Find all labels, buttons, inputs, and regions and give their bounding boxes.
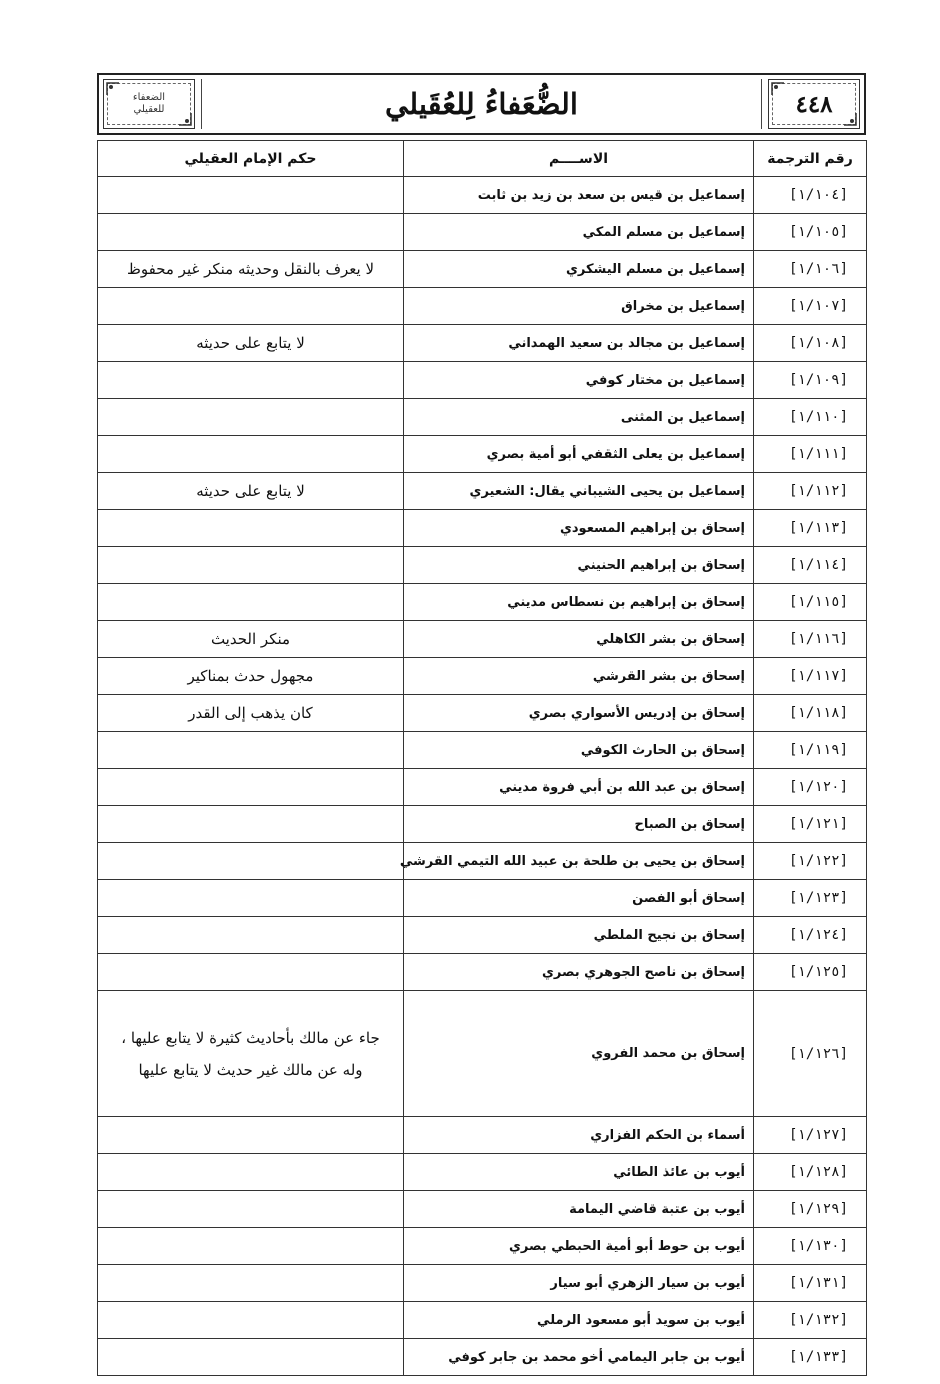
table-row: [98, 214, 867, 251]
entry-number: [١/١٠٨]: [754, 325, 867, 362]
entry-number: [١/١٢٩]: [754, 1191, 867, 1228]
aqili-judgment: [98, 806, 404, 843]
narrator-name: إسحاق بن إدريس الأسواري بصري: [404, 695, 754, 732]
table-header-row: [98, 141, 867, 177]
aqili-judgment: كان يذهب إلى القدر: [98, 695, 404, 732]
entry-number: [١/١٢٦]: [754, 991, 867, 1117]
entry-number: [١/١٢٠]: [754, 769, 867, 806]
narrator-name: إسحاق بن إبراهيم الحنيني: [404, 547, 754, 584]
entry-number: [١/١١٠]: [754, 399, 867, 436]
table-row: [98, 732, 867, 769]
column-header-number: رقم الترجمة: [754, 141, 867, 177]
table-body: [98, 177, 867, 1376]
aqili-judgment: [98, 547, 404, 584]
table-row: [98, 1117, 867, 1154]
aqili-judgment: [98, 177, 404, 214]
narrator-name: إسحاق بن الحارث الكوفي: [404, 732, 754, 769]
entry-number: [١/١٢٨]: [754, 1154, 867, 1191]
table-row: [98, 177, 867, 214]
table-row: [98, 584, 867, 621]
entry-number: [١/١٠٤]: [754, 177, 867, 214]
entry-number: [١/١٢٤]: [754, 917, 867, 954]
narrator-name: إسحاق بن بشر الكاهلي: [404, 621, 754, 658]
aqili-judgment: لا يعرف بالنقل وحديثه منكر غير محفوظ: [98, 251, 404, 288]
narrator-name: إسحاق بن محمد الفروي: [404, 991, 754, 1117]
aqili-judgment: مجهول حدث بمناكير: [98, 658, 404, 695]
table-row: [98, 362, 867, 399]
aqili-judgment: [98, 1302, 404, 1339]
book-seal: [133, 92, 165, 116]
title-panel: [201, 79, 762, 129]
narrator-name: إسماعيل بن مخراق: [404, 288, 754, 325]
entry-number: [١/١٣١]: [754, 1265, 867, 1302]
entry-number: [١/١٢٢]: [754, 843, 867, 880]
entry-number: [١/١٠٧]: [754, 288, 867, 325]
narrator-name: إسماعيل بن يعلى الثقفي أبو أمية بصري: [404, 436, 754, 473]
narrator-name: إسماعيل بن مسلم اليشكري: [404, 251, 754, 288]
entry-number: [١/١١٣]: [754, 510, 867, 547]
entry-number: [١/١١٩]: [754, 732, 867, 769]
narrator-name: أيوب بن سيار الزهري أبو سيار: [404, 1265, 754, 1302]
aqili-judgment: [98, 1265, 404, 1302]
entry-number: [١/١١١]: [754, 436, 867, 473]
narrator-name: إسحاق أبو الفصن: [404, 880, 754, 917]
page-header: [97, 73, 866, 135]
aqili-judgment: جاء عن مالك بأحاديث كثيرة لا يتابع عليها ، وله عن مالك غير حديث لا يتابع عليها: [98, 991, 404, 1117]
entry-number: [١/١٠٥]: [754, 214, 867, 251]
aqili-judgment: [98, 584, 404, 621]
seal-line-2: للعقيلي: [133, 104, 165, 115]
narrator-name: إسماعيل بن مسلم المكي: [404, 214, 754, 251]
table-row: [98, 473, 867, 510]
aqili-judgment: لا يتابع على حديثه: [98, 473, 404, 510]
table-row: [98, 806, 867, 843]
entry-number: [١/١٠٩]: [754, 362, 867, 399]
entry-number: [١/١١٨]: [754, 695, 867, 732]
entry-number: [١/١٣٢]: [754, 1302, 867, 1339]
table-row: [98, 1228, 867, 1265]
table-row: [98, 1339, 867, 1376]
narrator-name: إسحاق بن نجيح الملطي: [404, 917, 754, 954]
entry-number: [١/١١٤]: [754, 547, 867, 584]
table-row: [98, 621, 867, 658]
aqili-judgment: لا يتابع على حديثه: [98, 325, 404, 362]
aqili-judgment: [98, 510, 404, 547]
aqili-judgment: [98, 954, 404, 991]
narrator-name: إسحاق بن ناصح الجوهري بصري: [404, 954, 754, 991]
aqili-judgment: [98, 436, 404, 473]
entry-number: [١/١٢٥]: [754, 954, 867, 991]
table-row: [98, 288, 867, 325]
narrator-name: إسحاق بن إبراهيم المسعودي: [404, 510, 754, 547]
aqili-judgment: [98, 880, 404, 917]
table-row: [98, 917, 867, 954]
narrator-name: إسماعيل بن يحيى الشيباني يقال: الشعيري: [404, 473, 754, 510]
aqili-judgment: [98, 1117, 404, 1154]
aqili-judgment: [98, 732, 404, 769]
table-row: [98, 1191, 867, 1228]
table-row: [98, 954, 867, 991]
entry-number: [١/١٢٧]: [754, 1117, 867, 1154]
book-seal-ornament: [103, 79, 195, 129]
narrator-name: إسحاق بن الصباح: [404, 806, 754, 843]
column-header-judgment: حكم الإمام العقيلي: [98, 141, 404, 177]
narrator-name: أسماء بن الحكم الفزاري: [404, 1117, 754, 1154]
table-row: [98, 1265, 867, 1302]
narrator-name: إسماعيل بن قيس بن سعد بن زيد بن ثابت: [404, 177, 754, 214]
narrator-name: إسماعيل بن مختار كوفي: [404, 362, 754, 399]
aqili-judgment: [98, 843, 404, 880]
aqili-judgment: [98, 399, 404, 436]
narrator-name: إسحاق بن عبد الله بن أبي فروة مديني: [404, 769, 754, 806]
entry-number: [١/١١٢]: [754, 473, 867, 510]
aqili-judgment: [98, 769, 404, 806]
table-row: [98, 399, 867, 436]
narrator-name: أيوب بن حوط أبو أمية الحبطي بصري: [404, 1228, 754, 1265]
narrator-name: إسحاق بن بشر القرشي: [404, 658, 754, 695]
table-row: [98, 547, 867, 584]
aqili-judgment: [98, 1339, 404, 1376]
entry-number: [١/١١٧]: [754, 658, 867, 695]
book-title: الضُّعَفاءُ لِلعُقَيلي: [385, 87, 578, 121]
entry-number: [١/١٠٦]: [754, 251, 867, 288]
narrator-name: إسماعيل بن مجالد بن سعيد الهمداني: [404, 325, 754, 362]
table-row: [98, 843, 867, 880]
table-row: [98, 436, 867, 473]
aqili-judgment: [98, 362, 404, 399]
entry-number: [١/١١٥]: [754, 584, 867, 621]
narrator-name: أيوب بن سويد أبو مسعود الرملي: [404, 1302, 754, 1339]
page-number-ornament: [768, 79, 860, 129]
narrator-name: إسحاق بن يحيى بن طلحة بن عبيد الله التيمي القرشي: [404, 843, 754, 880]
table-row: [98, 769, 867, 806]
aqili-judgment: [98, 1228, 404, 1265]
narrators-table: [97, 140, 867, 1376]
aqili-judgment: [98, 1191, 404, 1228]
table-row: [98, 880, 867, 917]
table-row: [98, 695, 867, 732]
narrator-name: إسماعيل بن المثنى: [404, 399, 754, 436]
entry-number: [١/١٣٣]: [754, 1339, 867, 1376]
table-row: [98, 1154, 867, 1191]
aqili-judgment: [98, 288, 404, 325]
table-row: [98, 1302, 867, 1339]
narrator-name: أيوب بن جابر اليمامي أخو محمد بن جابر كوفي: [404, 1339, 754, 1376]
column-header-name: الاســــم: [404, 141, 754, 177]
table-row: [98, 991, 867, 1117]
entry-number: [١/١١٦]: [754, 621, 867, 658]
aqili-judgment: [98, 917, 404, 954]
aqili-judgment: [98, 214, 404, 251]
table-row: [98, 510, 867, 547]
page-number: ٤٤٨: [795, 90, 833, 118]
narrator-name: أيوب بن عائذ الطائي: [404, 1154, 754, 1191]
seal-line-1: الضعفاء: [132, 92, 166, 103]
narrator-name: أيوب بن عتبة قاضي اليمامة: [404, 1191, 754, 1228]
aqili-judgment: منكر الحديث: [98, 621, 404, 658]
entry-number: [١/١٢٣]: [754, 880, 867, 917]
narrator-name: إسحاق بن إبراهيم بن نسطاس مديني: [404, 584, 754, 621]
table-row: [98, 658, 867, 695]
aqili-judgment: [98, 1154, 404, 1191]
table-row: [98, 325, 867, 362]
table-row: [98, 251, 867, 288]
entry-number: [١/١٣٠]: [754, 1228, 867, 1265]
entry-number: [١/١٢١]: [754, 806, 867, 843]
